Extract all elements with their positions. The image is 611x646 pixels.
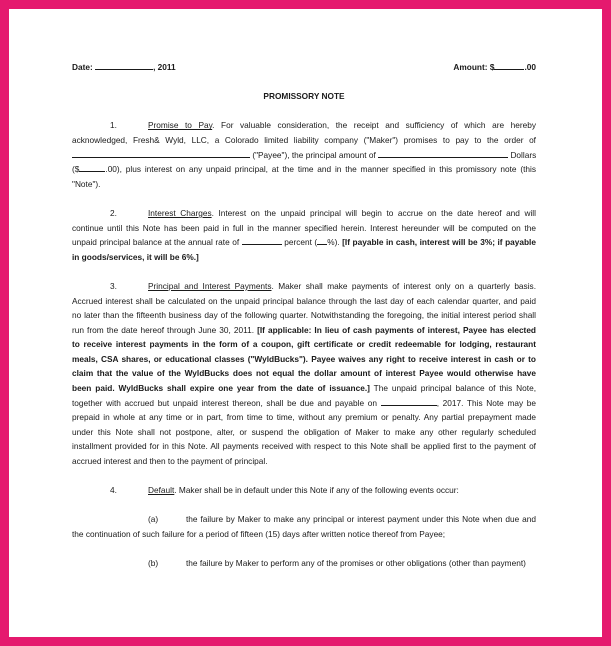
subsection-label: (b) [148,558,159,569]
subsection-a-line: (a) the failure by Maker to make any principal or interest payment under this Note when due and [72,512,536,527]
section-interest-charges [72,206,536,264]
rate-blank [242,235,282,245]
document-title: PROMISSORY NOTE [263,91,345,102]
amount-label: Amount: $ [453,62,495,72]
section-promise-to-pay [72,118,536,191]
section-line: meals, CSA shares, or educational classes ("WyldBucks"). Payee waives any right to receive interest in cash or to [72,353,536,364]
subsection-b-line: (b) the failure by Maker to perform any of the promises or other obligations (other than payment) [72,556,536,571]
subsection-a-line: the continuation of such failure for a period of fifteen (15) days after written notice thereof from Payee; [72,529,446,539]
due-date-blank [381,396,437,406]
section-line: together with accrued but unpaid interest thereon, shall be due and payable on , 2017. This Note may be [72,397,537,408]
section-line: acknowledged, Fresh& Wyld, LLC, a Colorado limited liability company ("Maker") promises to pay to the order of [72,134,536,145]
section-line: claim that the value of the WyldBucks does not equal the dollar amount of interest Payee would otherwise have [72,368,536,379]
section-default [72,483,536,571]
section-line: prepaid in whole at any time or in part, from time to time, without any premium or penalty. Any partial prepayment made [72,412,536,423]
section-number: 3. [110,280,117,291]
section-line: to receive interest payments in the form of a coupon, gift certificate or credit redeemable for lodging, restaurant [72,339,536,350]
section-line: under this Note shall not postpone, alter, or suspend the obligation of Maker to make any other regularly scheduled [72,426,536,437]
section-line: ($ .00), plus interest on any unpaid principal, at the time and in the manner specified in this promissory note (this [72,164,536,175]
dollar-blank [79,162,105,172]
section-heading: Default [148,485,175,496]
subsection-label: (a) [148,514,159,525]
date-label: Date: [72,62,93,72]
percent-blank [317,235,327,245]
section-line: 1. Promise to Pay. For valuable consideration, the receipt and sufficiency of which are hereby [72,118,536,133]
section-principal-interest-payments [72,279,536,469]
section-heading: Promise to Pay [148,120,213,131]
section-line: 3. Principal and Interest Payments. Maker shall make payments of interest only on a quarterly basis. [72,279,536,294]
promissory-note-page [72,60,536,571]
section-line: 4. Default. Maker shall be in default under this Note if any of the following events occur: [72,483,536,498]
section-line: ("Payee"), the principal amount of Dollars [72,148,536,163]
section-line: 2. Interest Charges. Interest on the unpaid principal will begin to accrue on the date hereof and will [72,206,536,221]
section-number: 2. [110,207,117,218]
section-line: "Note"). [72,178,101,189]
header-row [72,60,536,75]
section-line: no later than the fifteenth business day of the following quarter. Notwithstanding the foregoing, the initial interest period shall [72,310,536,321]
section-number: 4. [110,485,117,496]
section-number: 1. [110,120,117,131]
section-line: accrued interest and then to the payment of principal. [72,456,268,467]
payee-blank [72,148,250,158]
amount-cents: .00 [524,62,536,72]
section-line: run from the date hereof through June 30, 2011. [If applicable: In lieu of cash payments of interest, Payee has elected [72,324,536,335]
section-line: in goods/services, it will be 6%.] [72,251,199,262]
section-heading: Principal and Interest Payments [148,280,272,291]
date-year: , 2011 [153,62,176,72]
section-line: unpaid principal balance at the annual rate of percent ( %). [If payable in cash, interest will be 3%; if payable [72,237,536,248]
date-blank [95,60,153,70]
section-heading: Interest Charges [148,207,212,218]
section-line: been paid. WyldBucks shall expire one year from the date of issuance.] The unpaid principal balance of this Note, [72,383,536,394]
amount-blank [494,60,524,70]
principal-blank [378,148,508,158]
section-line: Accrued interest shall be calculated on the unpaid principal balance through the last day of each calendar quarter, and paid [72,295,536,306]
section-line: installment provided for in this Note. All payments received with respect to this Note shall be applied first to the payment of [72,441,536,452]
section-line: continue until this Note has been paid in full in the manner specified herein. Interest hereunder will be computed on the [72,222,536,233]
